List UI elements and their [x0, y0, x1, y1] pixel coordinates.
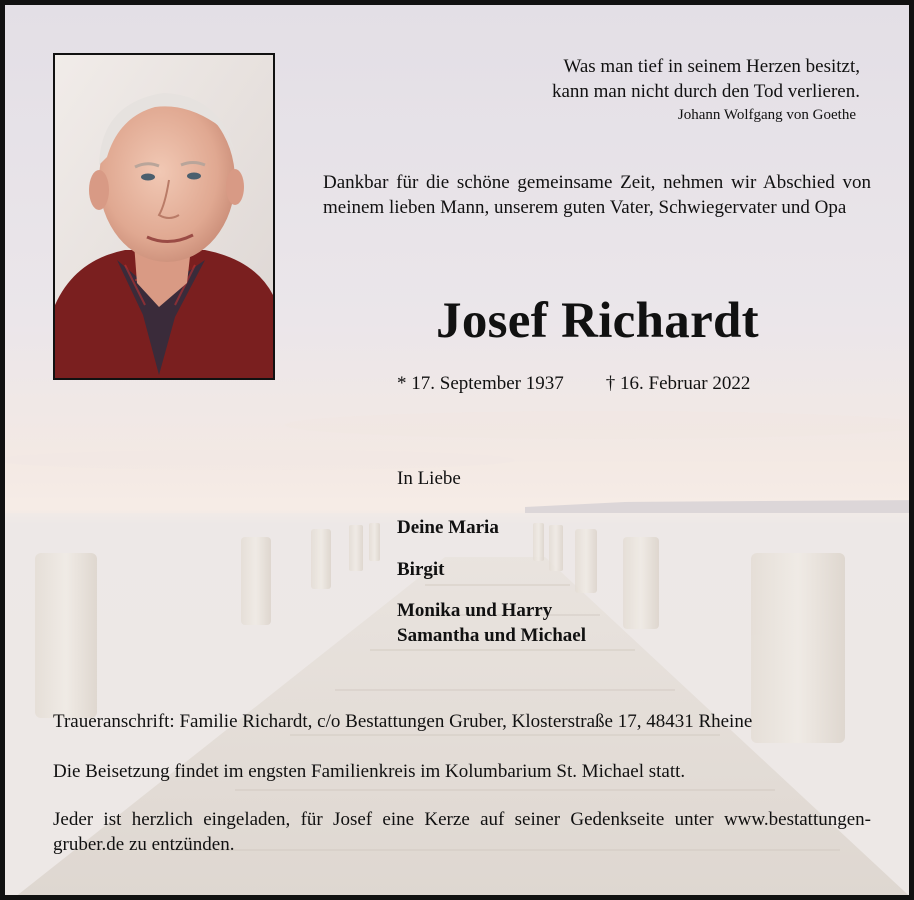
- mourner-name: Samantha und Michael: [397, 625, 586, 646]
- intro-text: Dankbar für die schöne gemeinsame Zeit, nehmen wir Abschied von meinem lieben Mann, unserem guten Vater, Schwiegervater und Opa: [323, 172, 871, 218]
- birth-date: * 17. September 1937: [397, 373, 564, 394]
- death-date: † 16. Februar 2022: [605, 373, 751, 394]
- mourner-name: Birgit: [397, 559, 445, 580]
- quote-line-2: kann man nicht durch den Tod verlieren.: [551, 81, 860, 102]
- candle-invitation: Jeder ist herzlich eingeladen, für Josef eine Kerze auf seiner Gedenkseite unter www.bestattungen-gruber.de zu entzünden.: [53, 809, 871, 855]
- portrait-photo: [53, 53, 275, 380]
- quote-line-1: Was man tief in seinem Herzen besitzt,: [563, 56, 860, 77]
- life-dates: [397, 371, 750, 397]
- goethe-quote: [440, 54, 860, 126]
- mourner-name: Monika und Harry: [397, 600, 553, 621]
- mourner-name: Deine Maria: [397, 517, 499, 538]
- deceased-name: Josef Richardt: [436, 293, 759, 349]
- burial-notice: Die Beisetzung findet im engsten Familienkreis im Kolumbarium St. Michael statt.: [53, 761, 686, 782]
- in-liebe-label: In Liebe: [397, 468, 461, 489]
- quote-author: Johann Wolfgang von Goethe: [677, 107, 856, 123]
- mourning-address: Traueranschrift: Familie Richardt, c/o Bestattungen Gruber, Klosterstraße 17, 48431 Rheine: [53, 711, 753, 732]
